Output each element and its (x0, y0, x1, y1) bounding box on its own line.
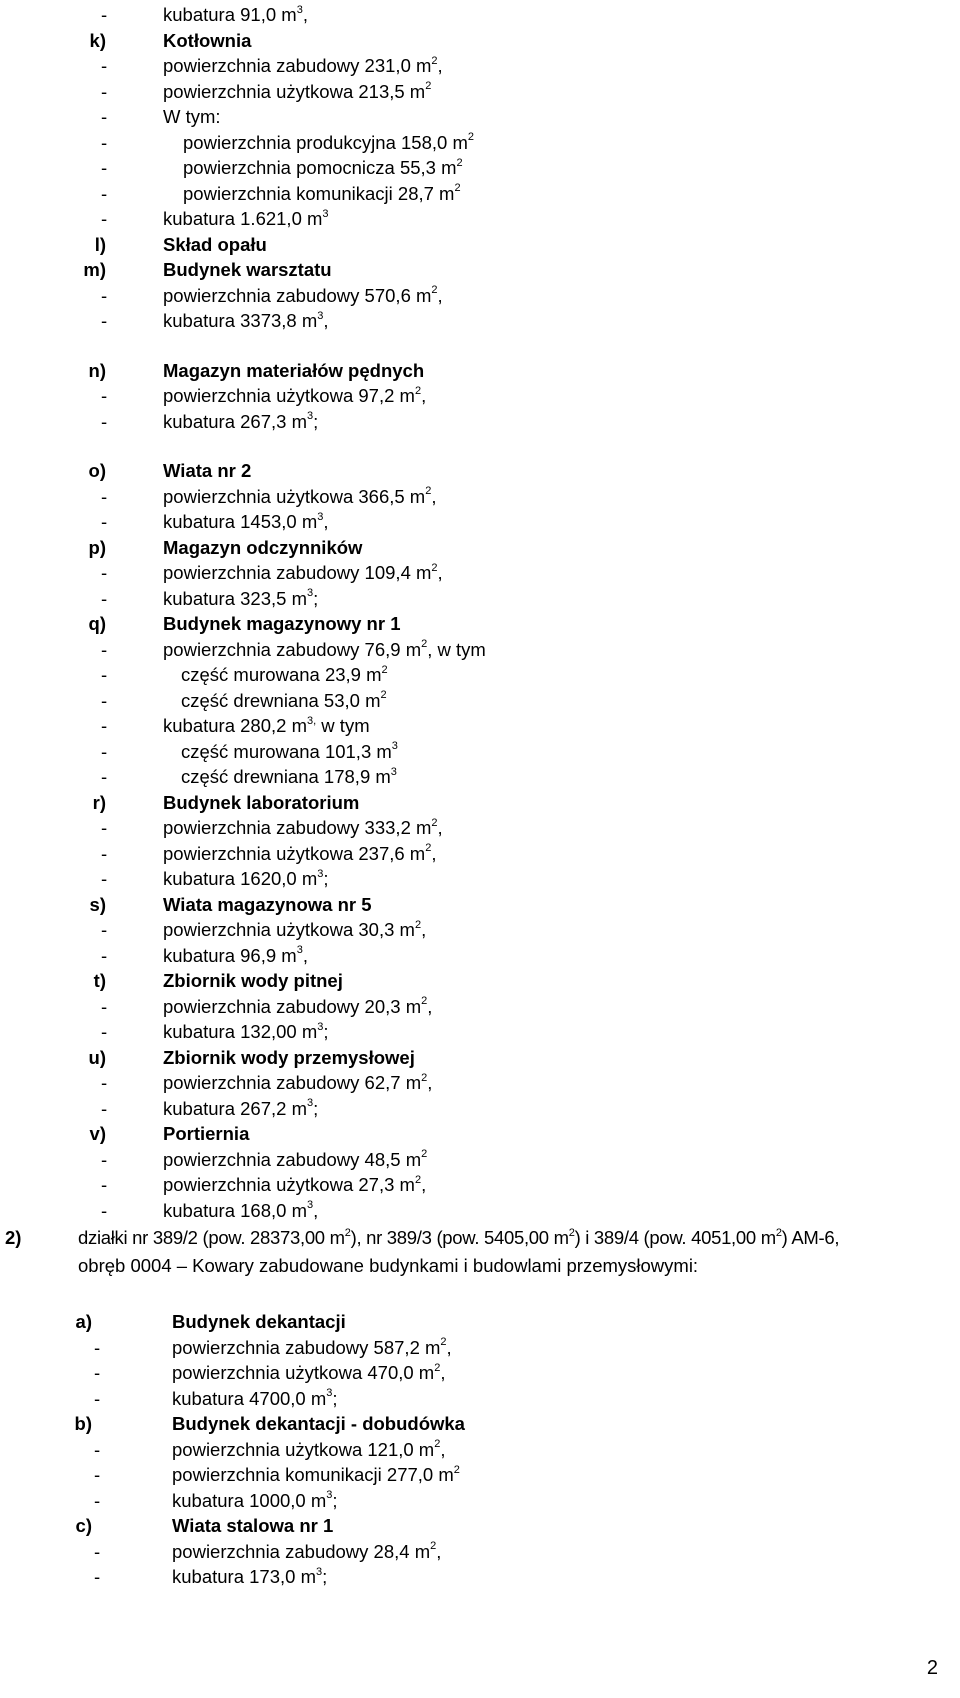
list-item-text: kubatura 1453,0 $m^3$, (163, 510, 329, 532)
point-2-label: 2) (5, 1227, 22, 1248)
line-m-1 (0, 308, 960, 334)
line-n-1 (0, 409, 960, 435)
list-item-text: powierzchnia użytkowa 366,5 $m^2$, (163, 485, 437, 507)
list-item-text: kubatura 96,9 $m^3$, (163, 944, 308, 966)
list-item-text: kubatura 323,5 $m^3$; (163, 587, 319, 609)
line-t-1 (0, 1019, 960, 1045)
list-item-text: część murowana 23,9 $m^2$ (181, 663, 388, 685)
list-dash: - (101, 410, 108, 432)
item-title: Magazyn odczynników (163, 536, 363, 558)
superscript: 3 (315, 1565, 323, 1578)
line-q-3 (0, 713, 960, 739)
item-label: n) (88, 359, 106, 381)
superscript: 2 (453, 1463, 460, 1476)
item-label: t) (93, 970, 106, 991)
line-v-1 (0, 1172, 960, 1198)
list-dash: - (101, 766, 108, 787)
superscript: 3, (306, 714, 317, 727)
superscript: 3 (296, 3, 303, 16)
item-label: m) (83, 259, 106, 280)
list-item-text: powierzchnia komunikacji 277,0 $m^2$ (172, 1463, 460, 1485)
line-v-2 (0, 1198, 960, 1224)
list-dash: - (101, 1174, 108, 1195)
list-line-top (0, 2, 960, 28)
heading-r (0, 790, 960, 816)
superscript: 3 (306, 410, 314, 423)
superscript: 2 (425, 842, 432, 855)
heading-t (0, 968, 960, 994)
list-item-text: część drewniana 178,9 $m^3$ (181, 765, 397, 787)
list-dash: - (101, 740, 108, 762)
line-q-1 (0, 662, 960, 688)
line-2-b-1 (0, 1462, 960, 1488)
list-item-text: powierzchnia zabudowy 28,4 $m^2$, (172, 1540, 442, 1562)
item-label: q) (88, 613, 106, 634)
page-number: 2 (926, 1657, 938, 1679)
list-dash: - (101, 284, 108, 306)
list-item-text: powierzchnia zabudowy 587,2 $m^2$, (172, 1336, 452, 1358)
line-2-c-1 (0, 1564, 960, 1590)
superscript: 3 (390, 765, 397, 778)
list-item-text: W tym: (163, 106, 221, 127)
list-dash: - (101, 385, 108, 406)
line-q-0 (0, 637, 960, 663)
list-dash: - (101, 157, 108, 178)
point-2-line-2: obręb 0004 – Kowary zabudowane budynkami i budowlami przemysłowymi: (78, 1255, 699, 1276)
list-dash: - (101, 689, 108, 711)
list-dash: - (101, 1148, 108, 1170)
line-q-2 (0, 688, 960, 714)
item-title: Wiata nr 2 (163, 460, 252, 481)
item-title: Kotłownia (163, 29, 252, 51)
superscript: 3 (326, 1489, 333, 1502)
item-title: Budynek warsztatu (163, 259, 332, 280)
heading-2-c (0, 1513, 960, 1539)
item-label: s) (89, 893, 106, 915)
superscript: 2 (380, 689, 387, 702)
superscript: 2 (431, 816, 438, 829)
heading-u (0, 1045, 960, 1071)
item-label: a) (75, 1311, 92, 1332)
list-item-text: część murowana 101,3 $m^3$ (181, 740, 398, 762)
list-dash: - (101, 995, 108, 1017)
list-dash: - (94, 1489, 101, 1511)
superscript: 2 (421, 995, 428, 1008)
list-dash: - (101, 868, 108, 889)
list-item-text: część drewniana 53,0 $m^2$ (181, 689, 387, 711)
superscript: 2 (425, 80, 432, 93)
heading-o (0, 458, 960, 484)
item-title: Budynek laboratorium (163, 791, 360, 813)
superscript: 3 (296, 944, 303, 957)
superscript: 3 (322, 207, 329, 220)
heading-v (0, 1121, 960, 1147)
line-2-b-0 (0, 1437, 960, 1463)
list-dash: - (101, 80, 108, 102)
heading-k (0, 28, 960, 54)
heading-p (0, 535, 960, 561)
line-r-2 (0, 866, 960, 892)
list-dash: - (94, 1362, 101, 1383)
list-dash: - (101, 485, 108, 507)
superscript: 2 (434, 1361, 441, 1374)
item-label: o) (88, 460, 106, 481)
line-k-0 (0, 53, 960, 79)
list-item-text: powierzchnia użytkowa 27,3 $m^2$, (163, 1173, 427, 1195)
line-k-2 (0, 104, 960, 130)
superscript: 2 (456, 156, 463, 169)
heading-2-a (0, 1309, 960, 1335)
superscript: 3 (317, 309, 324, 322)
list-dash: - (101, 664, 108, 685)
superscript: 2 (421, 1148, 428, 1161)
line-p-0 (0, 560, 960, 586)
list-dash: - (101, 131, 108, 153)
heading-s (0, 892, 960, 918)
list-dash: - (101, 208, 108, 229)
superscript: 2 (414, 918, 422, 931)
line-t-0 (0, 994, 960, 1020)
heading-l (0, 232, 960, 258)
list-item-text: powierzchnia użytkowa 237,6 $m^2$, (163, 842, 437, 864)
list-dash: - (101, 944, 108, 966)
superscript: 2 (414, 1173, 422, 1186)
line-p-1 (0, 586, 960, 612)
line-r-0 (0, 815, 960, 841)
list-item-text: powierzchnia zabudowy 62,7 $m^2$, (163, 1071, 433, 1093)
list-item-text: kubatura 3373,8 $m^3$, (163, 309, 329, 331)
list-item-text: kubatura 168,0 $m^3$, (163, 1199, 319, 1221)
superscript: 2 (421, 1071, 428, 1084)
item-title: Wiata magazynowa nr 5 (163, 893, 372, 915)
list-item-text: powierzchnia użytkowa 213,5 $m^2$ (163, 80, 432, 102)
item-title: Budynek dekantacji (172, 1311, 346, 1332)
list-dash: - (94, 1540, 101, 1562)
superscript: 2 (381, 663, 388, 676)
line-m-0 (0, 283, 960, 309)
item-label: u) (88, 1046, 106, 1068)
line-s-1 (0, 943, 960, 969)
superscript: 2 (454, 182, 461, 195)
superscript: 3 (317, 867, 324, 880)
superscript: 2 (414, 384, 422, 397)
superscript: 2 (425, 485, 432, 498)
item-label: v) (89, 1123, 106, 1144)
superscript: 3 (306, 587, 314, 600)
line-n-0 (0, 383, 960, 409)
list-dash: - (94, 1464, 101, 1485)
list-dash: - (101, 842, 108, 864)
list-item-text: kubatura 1.621,0 $m^3$ (163, 207, 329, 229)
line-2-c-0 (0, 1539, 960, 1565)
line-v-0 (0, 1147, 960, 1173)
heading-m (0, 257, 960, 283)
item-title: Budynek dekantacji - dobudówka (172, 1413, 465, 1434)
list-dash: - (101, 182, 108, 204)
item-title: Wiata stalowa nr 1 (172, 1515, 334, 1536)
superscript: 2 (467, 131, 474, 144)
list-item-text: powierzchnia użytkowa 470,0 $m^2$, (172, 1361, 446, 1383)
list-item-text: powierzchnia użytkowa 97,2 $m^2$, (163, 384, 427, 406)
item-title: Portiernia (163, 1123, 250, 1144)
line-k-4 (0, 155, 960, 181)
list-item-text: powierzchnia zabudowy 20,3 $m^2$, (163, 995, 433, 1017)
list-item-text: kubatura 1620,0 $m^3$; (163, 867, 329, 889)
superscript: 2 (430, 1540, 437, 1553)
list-dash: - (101, 587, 108, 609)
superscript: 2 (431, 561, 438, 574)
list-item-text: kubatura 267,3 $m^3$; (163, 410, 319, 432)
list-dash: - (94, 1387, 101, 1409)
superscript: 3 (306, 1199, 314, 1212)
line-2-a-2 (0, 1386, 960, 1412)
superscript: 2 (568, 1226, 575, 1239)
item-label: l) (94, 233, 106, 255)
list-dash: - (101, 310, 108, 331)
item-label: p) (88, 536, 106, 558)
line-s-0 (0, 917, 960, 943)
item-title: Skład opału (163, 233, 267, 255)
line-2-a-1 (0, 1360, 960, 1386)
item-title: Budynek magazynowy nr 1 (163, 613, 401, 634)
list-dash: - (101, 106, 108, 127)
list-dash: - (101, 4, 108, 25)
item-title: Zbiornik wody przemysłowej (163, 1046, 415, 1068)
line-o-0 (0, 484, 960, 510)
heading-2-b (0, 1411, 960, 1437)
list-dash: - (94, 1336, 101, 1358)
line-r-1 (0, 841, 960, 867)
list-item-text: kubatura 91,0 $m^3$, (163, 3, 308, 25)
superscript: 3 (326, 1387, 333, 1400)
superscript: 2 (431, 54, 438, 67)
list-item-text: powierzchnia zabudowy 570,6 $m^2$, (163, 284, 443, 306)
list-item-text: kubatura 267,2 $m^3$; (163, 1097, 319, 1119)
superscript: 3 (317, 510, 324, 523)
superscript: 2 (344, 1226, 351, 1239)
list-dash: - (101, 55, 108, 76)
line-k-3 (0, 130, 960, 156)
line-o-1 (0, 509, 960, 535)
list-item-text: kubatura 280,2 $m^{3,}$ w tym (163, 714, 370, 736)
line-q-5 (0, 764, 960, 790)
line-u-1 (0, 1096, 960, 1122)
superscript: 2 (440, 1336, 447, 1349)
list-item-text: powierzchnia użytkowa 30,3 $m^2$, (163, 918, 427, 940)
list-item-text: powierzchnia zabudowy 231,0 $m^2$, (163, 54, 443, 76)
line-2-b-2 (0, 1488, 960, 1514)
list-item-text: kubatura 4700,0 $m^3$; (172, 1387, 338, 1409)
list-item-text: kubatura 1000,0 $m^3$; (172, 1489, 338, 1511)
line-u-0 (0, 1070, 960, 1096)
line-k-6 (0, 206, 960, 232)
list-dash: - (101, 919, 108, 940)
heading-q (0, 611, 960, 637)
list-item-text: powierzchnia użytkowa 121,0 $m^2$, (172, 1438, 446, 1460)
superscript: 2 (434, 1438, 441, 1451)
item-label: r) (92, 791, 106, 813)
list-item-text: powierzchnia zabudowy 76,9 $m^2$, w tym (163, 638, 486, 660)
list-item-text: powierzchnia produkcyjna 158,0 $m^2$ (183, 131, 474, 153)
superscript: 3 (391, 740, 398, 753)
superscript: 2 (421, 638, 428, 651)
item-label: c) (75, 1515, 92, 1536)
list-dash: - (94, 1566, 101, 1587)
item-label: k) (89, 29, 106, 51)
list-dash: - (101, 562, 108, 583)
list-item-text: kubatura 132,00 $m^3$; (163, 1020, 329, 1042)
line-k-1 (0, 79, 960, 105)
list-item-text: powierzchnia zabudowy 109,4 $m^2$, (163, 561, 443, 583)
list-item-text: powierzchnia komunikacji 28,7 $m^2$ (183, 182, 461, 204)
list-dash: - (101, 1199, 108, 1221)
line-q-4 (0, 739, 960, 765)
heading-n (0, 358, 960, 384)
superscript: 2 (431, 284, 438, 297)
list-item-text: powierzchnia pomocnicza 55,3 $m^2$ (183, 156, 463, 178)
line-k-5 (0, 181, 960, 207)
item-title: Magazyn materiałów pędnych (163, 359, 425, 381)
item-title: Zbiornik wody pitnej (163, 970, 343, 991)
superscript: 3 (317, 1020, 324, 1033)
list-dash: - (101, 511, 108, 532)
list-dash: - (94, 1438, 101, 1460)
list-dash: - (101, 715, 108, 736)
list-dash: - (101, 1021, 108, 1042)
list-dash: - (101, 817, 108, 838)
list-item-text: powierzchnia zabudowy 48,5 $m^2$ (163, 1148, 428, 1170)
item-label: b) (74, 1413, 92, 1434)
list-dash: - (101, 1072, 108, 1093)
list-item-text: kubatura 173,0 $m^3$; (172, 1565, 328, 1587)
superscript: 2 (775, 1226, 782, 1239)
superscript: 3 (306, 1097, 314, 1110)
list-dash: - (101, 638, 108, 660)
list-dash: - (101, 1097, 108, 1119)
point-2-text: działki nr 389/2 (pow. 28373,00 $m^2$), nr 389/3 (pow. 5405,00 $m^2$) i 389/4 (pow. 4051,00 $m^2$) AM-6, (78, 1226, 840, 1248)
list-item-text: powierzchnia zabudowy 333,2 $m^2$, (163, 816, 443, 838)
line-2-a-0 (0, 1335, 960, 1361)
